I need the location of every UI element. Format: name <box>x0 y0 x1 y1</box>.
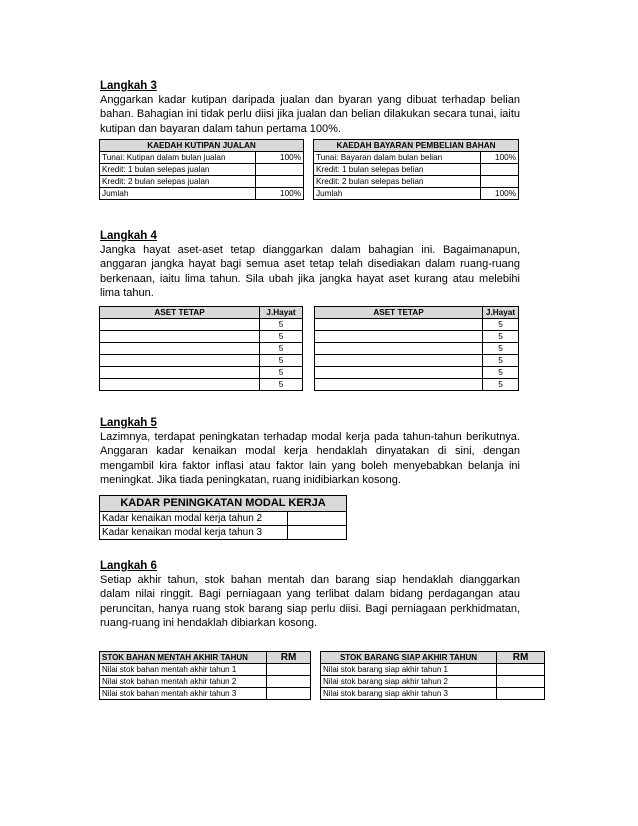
hayat-cell[interactable]: 5 <box>483 331 519 343</box>
mentah-value[interactable] <box>267 664 311 676</box>
table-row <box>100 676 311 688</box>
siap-value[interactable] <box>497 688 545 700</box>
kadar-value[interactable] <box>288 526 347 540</box>
hayat-cell[interactable]: 5 <box>260 319 303 331</box>
aset-table-left <box>99 306 303 391</box>
table-row <box>100 512 347 526</box>
step5-heading: Langkah 5 <box>100 417 157 429</box>
table-row <box>314 188 519 200</box>
stok-mentah-table <box>99 651 311 700</box>
aset-cell[interactable] <box>100 331 260 343</box>
aset-cell[interactable] <box>100 367 260 379</box>
table-row <box>315 343 519 355</box>
hayat-cell[interactable]: 5 <box>260 355 303 367</box>
table-row <box>100 164 304 176</box>
bayaran-table <box>313 139 519 200</box>
kutipan-title: KAEDAH KUTIPAN JUALAN <box>100 140 304 152</box>
aset-header: ASET TETAP <box>315 307 483 319</box>
table-row <box>315 331 519 343</box>
kutipan-table <box>99 139 304 200</box>
hayat-cell[interactable]: 5 <box>260 343 303 355</box>
step6-section <box>100 559 520 630</box>
step6-heading: Langkah 6 <box>100 560 157 572</box>
hayat-cell[interactable]: 5 <box>260 379 303 391</box>
siap-unit: RM <box>497 652 545 664</box>
siap-title: STOK BARANG SIAP AKHIR TAHUN <box>321 652 497 664</box>
mentah-label: Nilai stok bahan mentah akhir tahun 2 <box>100 676 267 688</box>
table-row <box>315 319 519 331</box>
hayat-cell[interactable]: 5 <box>260 367 303 379</box>
aset-cell[interactable] <box>315 355 483 367</box>
kutipan-label: Kredit: 1 bulan selepas jualan <box>100 164 256 176</box>
table-row <box>314 176 519 188</box>
siap-value[interactable] <box>497 676 545 688</box>
bayaran-label: Tunai: Bayaran dalam bulan belian <box>314 152 481 164</box>
siap-value[interactable] <box>497 664 545 676</box>
mentah-value[interactable] <box>267 688 311 700</box>
bayaran-label: Jumlah <box>314 188 481 200</box>
table-row <box>100 379 303 391</box>
table-row <box>100 526 347 540</box>
bayaran-title: KAEDAH BAYARAN PEMBELIAN BAHAN <box>314 140 519 152</box>
table-row <box>100 343 303 355</box>
table-row <box>315 355 519 367</box>
hayat-cell[interactable]: 5 <box>483 355 519 367</box>
step3-section <box>100 79 520 136</box>
aset-cell[interactable] <box>100 355 260 367</box>
table-row <box>314 152 519 164</box>
step5-text: Lazimnya, terdapat peningkatan terhadap modal kerja pada tahun-tahun berikutnya. Anggaran kadar kenaikan modal kerja hendaklah dinyatakan di sini, dengan mengambil kira faktor inflasi atau faktor lain yang boleh menyebabkan belanja ini meningkat. Jika tiada peningkatan, ruang inidibiarkan kosong. <box>100 431 520 486</box>
table-row <box>100 152 304 164</box>
mentah-label: Nilai stok bahan mentah akhir tahun 1 <box>100 664 267 676</box>
table-row <box>321 688 545 700</box>
bayaran-label: Kredit: 2 bulan selepas belian <box>314 176 481 188</box>
aset-header: ASET TETAP <box>100 307 260 319</box>
hayat-header: J.Hayat <box>260 307 303 319</box>
bayaran-value: 100% <box>481 188 519 200</box>
hayat-cell[interactable]: 5 <box>483 379 519 391</box>
table-row <box>100 664 311 676</box>
kadar-label: Kadar kenaikan modal kerja tahun 2 <box>100 512 288 526</box>
table-row <box>100 331 303 343</box>
aset-cell[interactable] <box>315 379 483 391</box>
aset-cell[interactable] <box>100 343 260 355</box>
mentah-label: Nilai stok bahan mentah akhir tahun 3 <box>100 688 267 700</box>
step4-heading: Langkah 4 <box>100 230 157 242</box>
table-row <box>315 379 519 391</box>
mentah-title: STOK BAHAN MENTAH AKHIR TAHUN <box>100 652 267 664</box>
aset-cell[interactable] <box>315 367 483 379</box>
kutipan-value[interactable] <box>256 164 304 176</box>
table-row <box>100 319 303 331</box>
hayat-cell[interactable]: 5 <box>483 319 519 331</box>
hayat-cell[interactable]: 5 <box>260 331 303 343</box>
kutipan-label: Tunai: Kutipan dalam bulan jualan <box>100 152 256 164</box>
table-row <box>321 676 545 688</box>
aset-table-right <box>314 306 519 391</box>
step3-text: Anggarkan kadar kutipan daripada jualan dan byaran yang dibuat terhadap belian bahan. Bahagian ini tidak perlu diisi jika jualan dan belian dilakukan secara tunai, iaitu kutipan dan bayaran dalam tahun pertama 100%. <box>100 94 520 135</box>
hayat-cell[interactable]: 5 <box>483 343 519 355</box>
table-row <box>321 664 545 676</box>
bayaran-value[interactable] <box>481 164 519 176</box>
step6-text: Setiap akhir tahun, stok bahan mentah dan barang siap hendaklah dianggarkan dalam nilai ringgit. Bagi perniagaan yang terlibat dalam bidang perdagangan atau peruncitan, hanya ruang stok barang siap perlu diisi. Bagi perniagaan perkhidmatan, ruang-ruang ini hendaklah dibiarkan kosong. <box>100 574 520 629</box>
kadar-label: Kadar kenaikan modal kerja tahun 3 <box>100 526 288 540</box>
step4-text: Jangka hayat aset-aset tetap dianggarkan dalam bahagian ini. Bagaimanapun, anggaran jangka hayat bagi semua aset tetap telah disediakan dalam ruang-ruang berkenaan, iaitu lima tahun. Sila ubah jika jangka hayat aset kurang atau melebihi lima tahun. <box>100 244 520 299</box>
aset-cell[interactable] <box>100 379 260 391</box>
step4-section <box>100 229 520 300</box>
table-row <box>100 367 303 379</box>
siap-label: Nilai stok barang siap akhir tahun 3 <box>321 688 497 700</box>
hayat-header: J.Hayat <box>483 307 519 319</box>
table-row <box>100 688 311 700</box>
aset-cell[interactable] <box>315 331 483 343</box>
mentah-value[interactable] <box>267 676 311 688</box>
mentah-unit: RM <box>267 652 311 664</box>
step3-heading: Langkah 3 <box>100 80 157 92</box>
siap-label: Nilai stok barang siap akhir tahun 1 <box>321 664 497 676</box>
bayaran-value[interactable]: 100% <box>481 152 519 164</box>
table-row <box>100 355 303 367</box>
aset-cell[interactable] <box>315 343 483 355</box>
table-row <box>314 164 519 176</box>
table-row <box>100 188 304 200</box>
bayaran-label: Kredit: 1 bulan selepas belian <box>314 164 481 176</box>
siap-label: Nilai stok barang siap akhir tahun 2 <box>321 676 497 688</box>
stok-siap-table <box>320 651 545 700</box>
kutipan-label: Jumlah <box>100 188 256 200</box>
kadar-table <box>99 495 347 540</box>
bayaran-value[interactable] <box>481 176 519 188</box>
kadar-value[interactable] <box>288 512 347 526</box>
hayat-cell[interactable]: 5 <box>483 367 519 379</box>
kadar-title: KADAR PENINGKATAN MODAL KERJA <box>100 496 347 512</box>
aset-cell[interactable] <box>315 319 483 331</box>
table-row <box>315 367 519 379</box>
kutipan-label: Kredit: 2 bulan selepas jualan <box>100 176 256 188</box>
step5-section <box>100 416 520 487</box>
kutipan-value: 100% <box>256 188 304 200</box>
table-row <box>100 176 304 188</box>
kutipan-value[interactable]: 100% <box>256 152 304 164</box>
kutipan-value[interactable] <box>256 176 304 188</box>
aset-cell[interactable] <box>100 319 260 331</box>
